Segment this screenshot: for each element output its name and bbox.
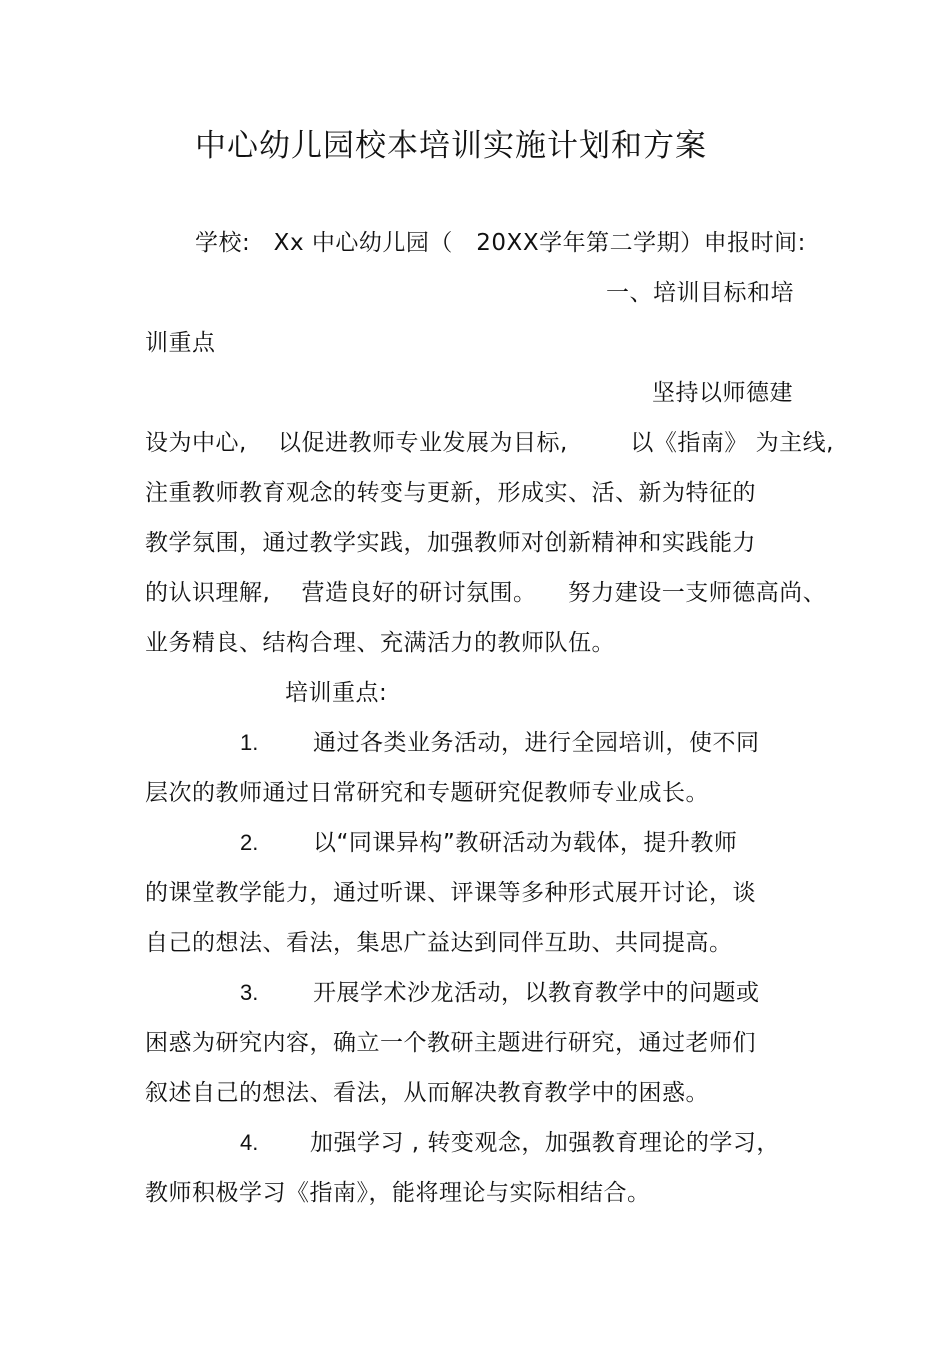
- item-line: 困惑为研究内容，确立一个教研主题进行研究，通过老师们: [145, 1030, 756, 1056]
- document-title: 中心幼儿园校本培训实施计划和方案: [195, 128, 707, 164]
- focus-heading: 培训重点:: [285, 680, 388, 706]
- item-line: 以“同课异构”教研活动为载体，提升教师: [313, 830, 738, 856]
- item-line: 加强学习 , 转变观念，加强教育理论的学习，: [310, 1130, 780, 1156]
- intro-line: 业务精良、结构合理、充满活力的教师队伍。: [145, 630, 615, 656]
- item-line: 的课堂教学能力，通过听课、评课等多种形式展开讨论，谈: [145, 880, 756, 906]
- item-number: 2.: [240, 830, 259, 855]
- item-line: 自己的想法、看法，集思广益达到同伴互助、共同提高。: [145, 930, 733, 956]
- intro-line: 注重教师教育观念的转变与更新，形成实、活、新为特征的: [145, 480, 756, 506]
- item-line: 教师积极学习《指南》，能将理论与实际相结合。: [145, 1180, 651, 1206]
- item-line: 叙述自己的想法、看法，从而解决教育教学中的困惑。: [145, 1080, 709, 1106]
- item-line: 通过各类业务活动，进行全园培训，使不同: [313, 730, 760, 756]
- intro-line: 坚持以师德建: [652, 380, 793, 406]
- item-number: 4.: [240, 1130, 259, 1155]
- intro-line: 的认识理解, 营造良好的研讨氛围。 努力建设一支师德高尚、: [145, 580, 827, 606]
- item-line: 层次的教师通过日常研究和专题研究促教师专业成长。: [145, 780, 709, 806]
- meta-line: 学校: Xx 中心幼儿园（ 20XX学年第二学期）申报时间:: [195, 230, 806, 256]
- intro-line: 设为中心, 以促进教师专业发展为目标, 以《指南》 为主线,: [145, 430, 834, 456]
- item-number: 3.: [240, 980, 259, 1005]
- section1-heading-part1: 一、培训目标和培: [606, 280, 794, 306]
- intro-line: 教学氛围，通过教学实践，加强教师对创新精神和实践能力: [145, 530, 756, 556]
- item-line: 开展学术沙龙活动，以教育教学中的问题或: [313, 980, 760, 1006]
- section1-heading-part2: 训重点: [145, 330, 216, 356]
- item-number: 1.: [240, 730, 259, 755]
